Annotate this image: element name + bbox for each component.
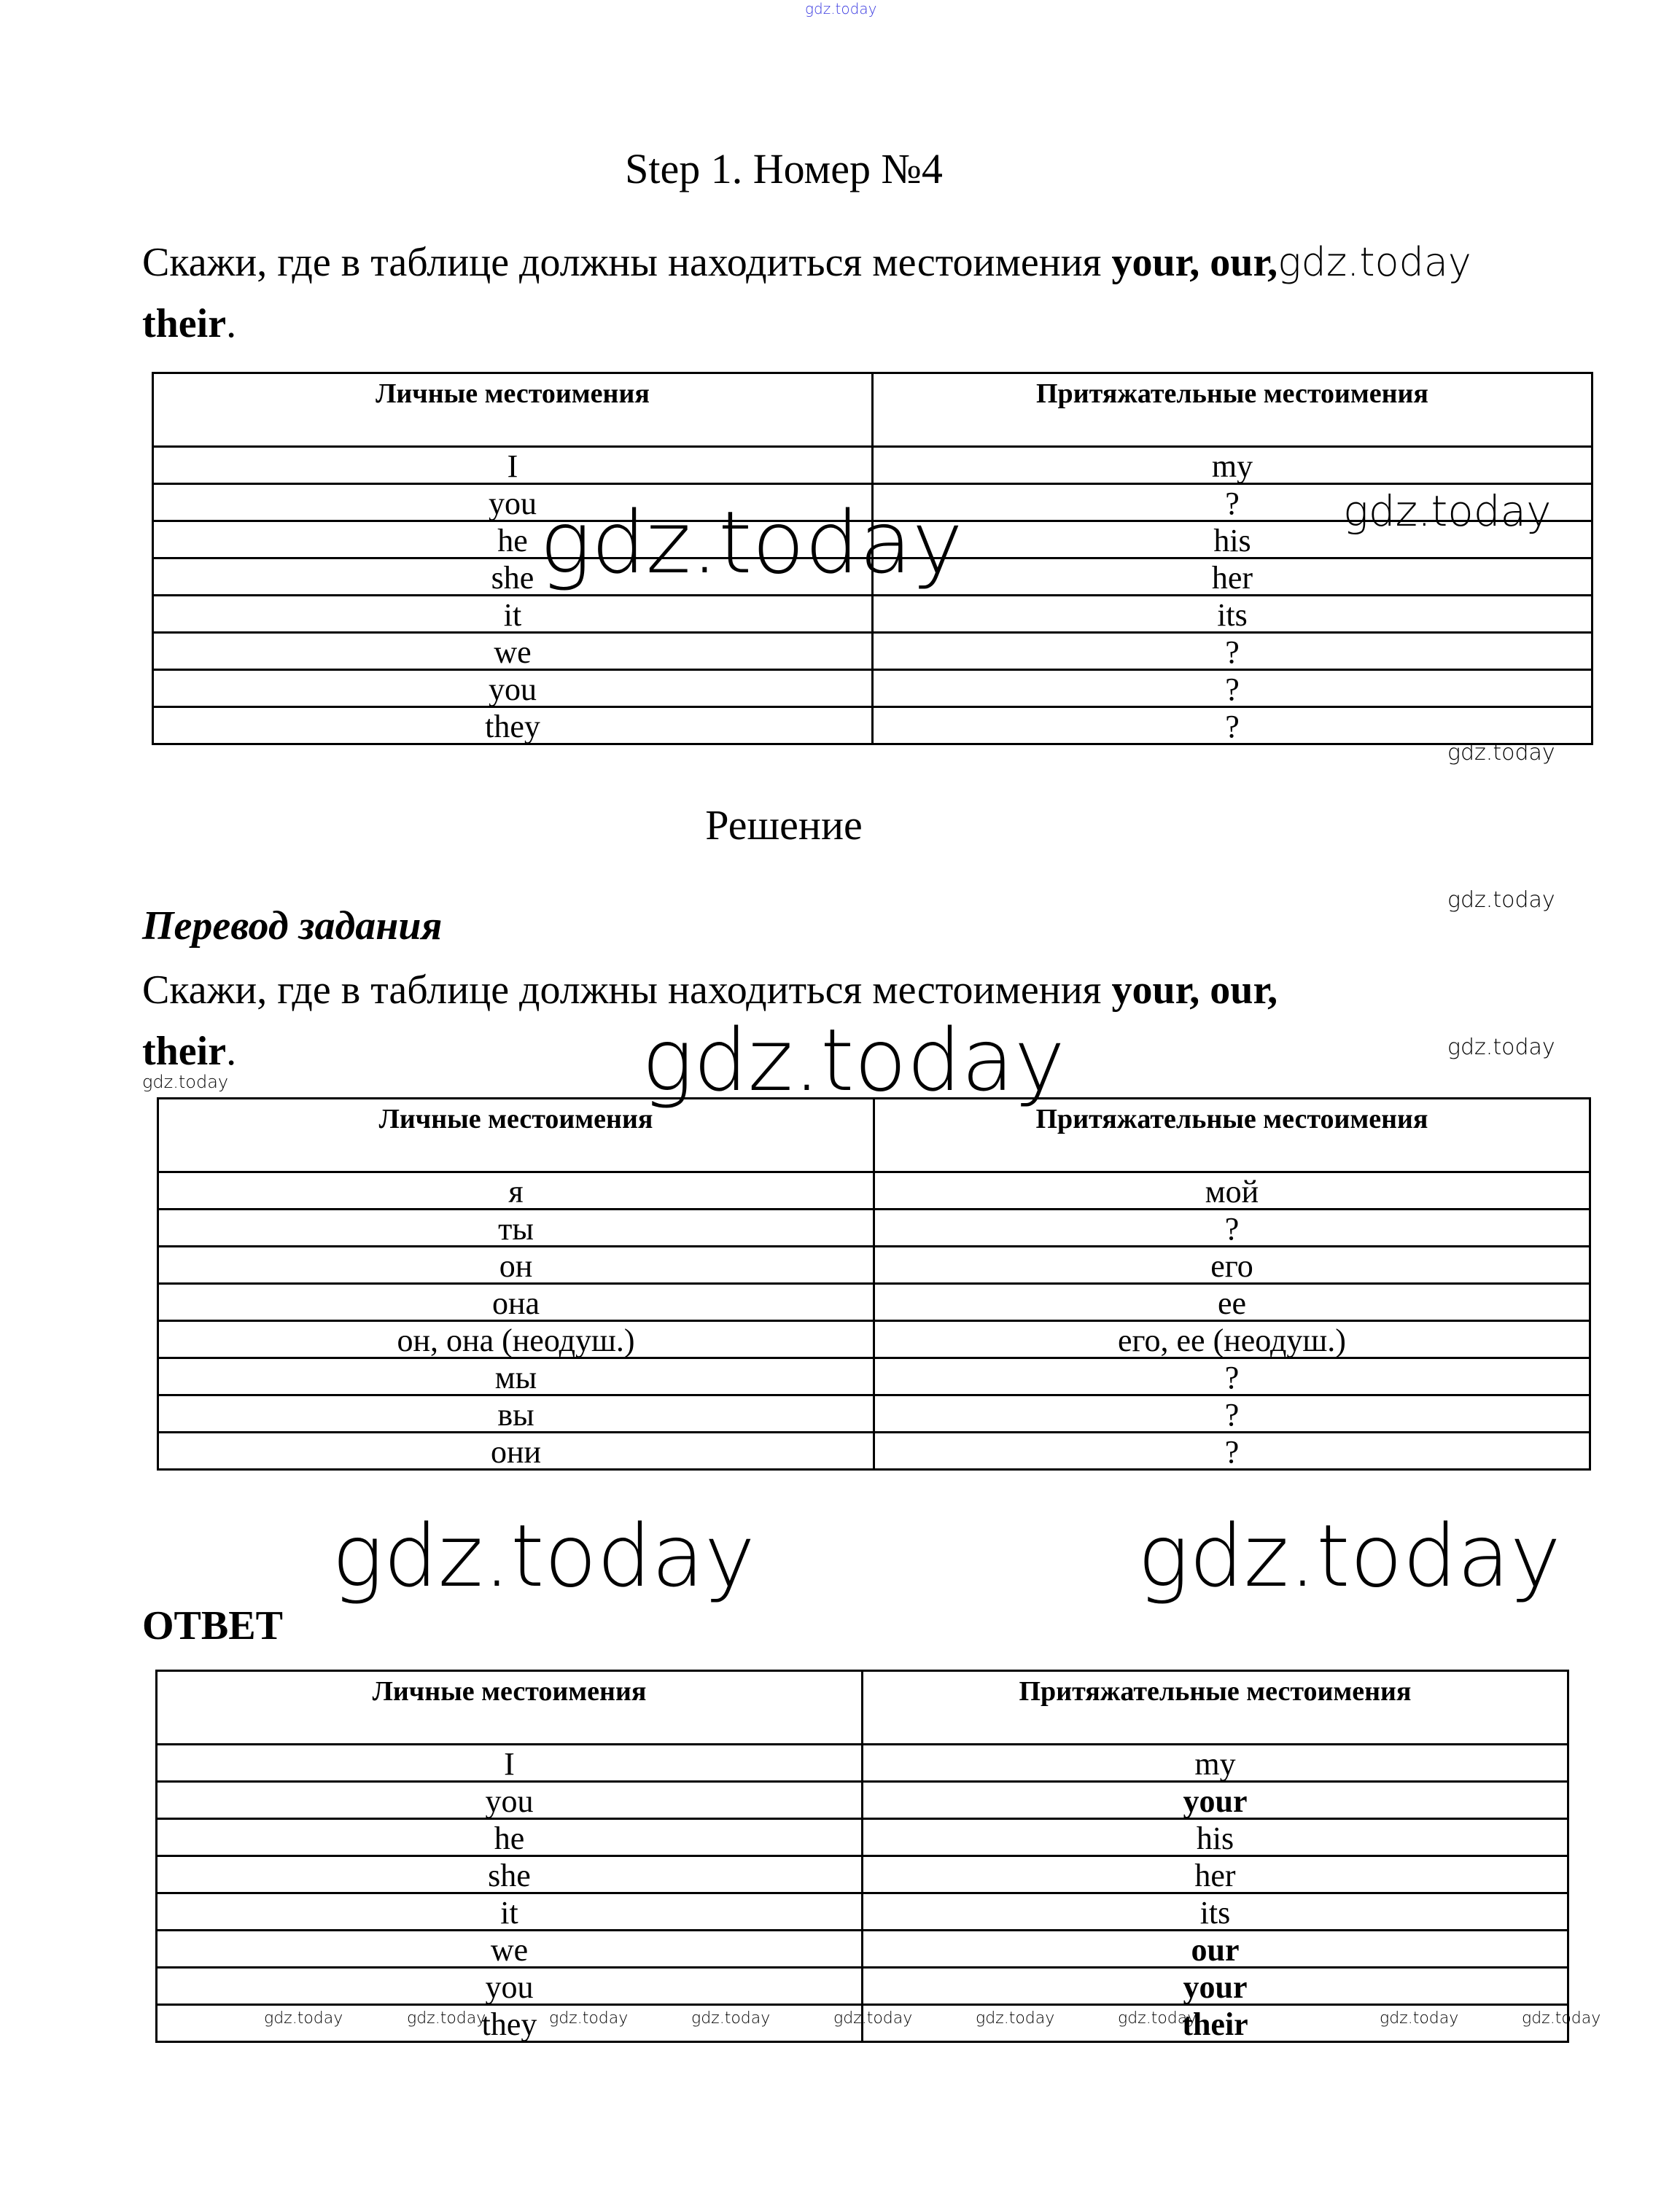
cell-personal: you [153, 670, 873, 707]
watermark-tiny: gdz.today [549, 2009, 629, 2028]
task-bold-words: your, our, [1111, 240, 1278, 285]
table-row [153, 707, 1592, 744]
watermark-large: gdz.today [332, 1506, 755, 1606]
cell-personal: он [158, 1247, 874, 1284]
cell-personal: you [157, 1782, 863, 1819]
translation-period: . [226, 1029, 237, 1074]
cell-possessive: ? [873, 484, 1592, 521]
cell-possessive: his [863, 1819, 1568, 1856]
translation-heading: Перевод задания [142, 903, 443, 949]
cell-personal: they [153, 707, 873, 744]
cell-possessive-answer: your [863, 1782, 1568, 1819]
translation-line-1 [142, 967, 1278, 1013]
table-row [153, 670, 1592, 707]
cell-personal: she [153, 558, 873, 596]
table-row [158, 1210, 1590, 1247]
header-possessive: Притяжательные местоимения [874, 1099, 1590, 1172]
cell-possessive: ? [874, 1433, 1590, 1470]
cell-possessive: ? [874, 1358, 1590, 1395]
cell-possessive: его, ее (неодуш.) [874, 1321, 1590, 1358]
cell-personal: he [153, 521, 873, 558]
watermark-large: gdz.today [1138, 1506, 1561, 1606]
cell-personal: I [153, 447, 873, 484]
cell-possessive: ее [874, 1284, 1590, 1321]
cell-possessive: ? [873, 633, 1592, 670]
cell-personal: she [157, 1856, 863, 1893]
table-row [157, 1856, 1568, 1893]
watermark-large: gdz.today [642, 1010, 1065, 1110]
table-row [158, 1321, 1590, 1358]
table-row [158, 1395, 1590, 1433]
cell-possessive: ? [873, 707, 1592, 744]
solution-heading: Решение [705, 801, 863, 849]
table-row [157, 1968, 1568, 2005]
cell-personal: you [153, 484, 873, 521]
cell-possessive-answer: their [863, 2005, 1568, 2042]
table-row [158, 1247, 1590, 1284]
cell-personal: I [157, 1745, 863, 1782]
watermark-tiny: gdz.today [1380, 2009, 1459, 2028]
cell-personal: it [157, 1893, 863, 1931]
task-line-2 [142, 300, 236, 347]
translation-table [157, 1097, 1591, 1471]
table-row [153, 447, 1592, 484]
watermark-tiny: gdz.today [142, 1072, 229, 1092]
table-row [157, 1782, 1568, 1819]
table-row [157, 1745, 1568, 1782]
cell-personal: мы [158, 1358, 874, 1395]
cell-possessive: его [874, 1247, 1590, 1284]
table-row [153, 596, 1592, 633]
header-possessive: Притяжательные местоимения [873, 373, 1592, 447]
cell-personal: we [157, 1931, 863, 1968]
table-row [158, 1172, 1590, 1210]
cell-personal: она [158, 1284, 874, 1321]
translation-line-2 [142, 1028, 236, 1075]
watermark-small: gdz.today [1447, 1035, 1555, 1060]
cell-possessive: ? [874, 1395, 1590, 1433]
cell-personal: we [153, 633, 873, 670]
watermark-tiny: gdz.today [264, 2009, 343, 2028]
cell-personal: you [157, 1968, 863, 2005]
watermark-tiny: gdz.today [691, 2009, 771, 2028]
table-row [153, 633, 1592, 670]
cell-possessive: ? [873, 670, 1592, 707]
cell-possessive: my [863, 1745, 1568, 1782]
watermark-tiny: gdz.today [407, 2009, 486, 2028]
table-row [157, 1819, 1568, 1856]
watermark-tiny: gdz.today [976, 2009, 1055, 2028]
task-their: their [142, 301, 227, 346]
cell-possessive: her [863, 1856, 1568, 1893]
header-personal: Личные местоимения [158, 1099, 874, 1172]
table-row [157, 1931, 1568, 1968]
table-row [158, 1433, 1590, 1470]
watermark-small: gdz.today [1447, 740, 1555, 766]
cell-possessive-answer: our [863, 1931, 1568, 1968]
cell-possessive: his [873, 521, 1592, 558]
cell-possessive: my [873, 447, 1592, 484]
watermark-tiny: gdz.today [1118, 2009, 1197, 2028]
header-possessive: Притяжательные местоимения [863, 1671, 1568, 1745]
cell-personal: вы [158, 1395, 874, 1433]
cell-personal: he [157, 1819, 863, 1856]
watermark-medium: gdz.today [1343, 486, 1552, 536]
answer-heading: ОТВЕТ [142, 1603, 283, 1648]
page-title: Step 1. Номер №4 [625, 145, 943, 192]
watermark-small: gdz.today [1447, 887, 1555, 913]
cell-possessive: her [873, 558, 1592, 596]
cell-personal: он, она (неодуш.) [158, 1321, 874, 1358]
cell-personal: they [157, 2005, 863, 2042]
watermark-inline: gdz.today [1278, 239, 1471, 285]
cell-possessive: мой [874, 1172, 1590, 1210]
cell-personal: it [153, 596, 873, 633]
task-text: Скажи, где в таблице должны находиться местоимения [142, 240, 1112, 285]
table-row [158, 1358, 1590, 1395]
task-period: . [226, 301, 237, 346]
cell-possessive-answer: your [863, 1968, 1568, 2005]
watermark-tiny: gdz.today [1522, 2009, 1601, 2028]
table-row [158, 1284, 1590, 1321]
translation-text: Скажи, где в таблице должны находиться местоимения [142, 967, 1112, 1013]
translation-bold-words: your, our, [1111, 967, 1278, 1013]
watermark-top: gdz.today [805, 0, 877, 17]
cell-possessive: ? [874, 1210, 1590, 1247]
watermark-large: gdz.today [540, 492, 963, 593]
cell-personal: ты [158, 1210, 874, 1247]
cell-personal: они [158, 1433, 874, 1470]
watermark-tiny: gdz.today [833, 2009, 913, 2028]
table-row [157, 1893, 1568, 1931]
cell-personal: я [158, 1172, 874, 1210]
cell-possessive: its [863, 1893, 1568, 1931]
task-line-1 [142, 239, 1471, 286]
answer-table [155, 1670, 1569, 2043]
header-personal: Личные местоимения [153, 373, 873, 447]
header-personal: Личные местоимения [157, 1671, 863, 1745]
cell-possessive: its [873, 596, 1592, 633]
translation-their: their [142, 1029, 227, 1074]
